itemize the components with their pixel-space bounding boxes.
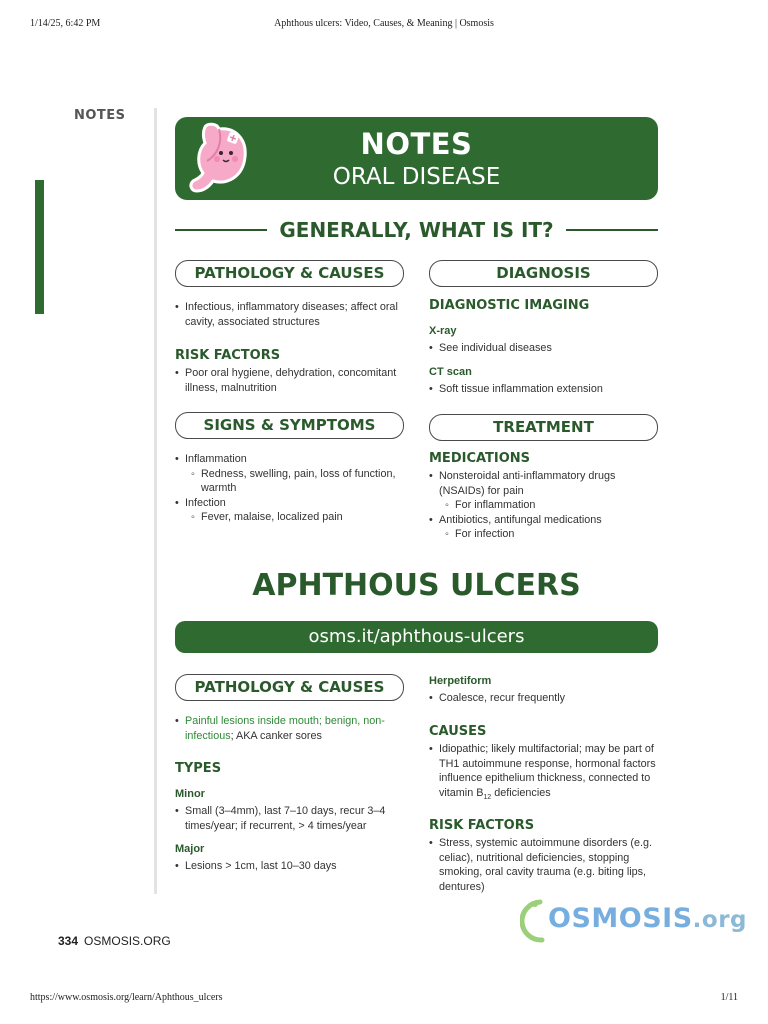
causes-end: deficiencies — [491, 786, 551, 799]
page-number-footer — [58, 934, 171, 948]
medications-subitem-infection: ◦ For infection — [429, 527, 661, 542]
ct-scan-heading: CT scan — [429, 366, 472, 378]
ct-scan-bullet: • Soft tissue inflammation extension — [429, 382, 661, 397]
causes-heading: CAUSES — [429, 724, 487, 739]
signs-subitem-inflammation: ◦ Redness, swelling, pain, loss of function, warmth — [175, 467, 407, 496]
aphthous-ulcers-title: APHTHOUS ULCERS — [252, 568, 581, 603]
page-number: 334 — [58, 934, 79, 948]
diagnosis-pill: DIAGNOSIS — [429, 260, 658, 287]
signs-symptoms-pill: SIGNS & SYMPTOMS — [175, 412, 404, 439]
ct-scan-list — [429, 382, 661, 397]
causes-text: Idiopathic; likely multifactorial; may be part of TH1 autoimmune response, hormonal factors influence epithelium thickness, connected to vitamin B — [439, 743, 656, 799]
major-bullet: • Lesions > 1cm, last 10–30 days — [175, 859, 407, 874]
medications-item-nsaids: • Nonsteroidal anti-inflammatory drugs (NSAIDs) for pain — [429, 469, 661, 498]
print-title: Aphthous ulcers: Video, Causes, & Meaning | Osmosis — [274, 18, 494, 29]
side-notes-label: NOTES — [74, 108, 126, 123]
signs-item-infection: • Infection — [175, 496, 407, 511]
major-list — [175, 859, 407, 874]
banner-subtitle: ORAL DISEASE — [332, 164, 501, 190]
brand-text: OSMOSIS.ORG — [84, 934, 171, 948]
aphthous-link-text[interactable]: osms.it/aphthous-ulcers — [308, 626, 525, 647]
medications-heading: MEDICATIONS — [429, 451, 531, 466]
types-heading: TYPES — [175, 761, 222, 776]
risk-factors-heading: RISK FACTORS — [175, 348, 281, 363]
signs-subitem-infection: ◦ Fever, malaise, localized pain — [175, 510, 407, 525]
aphthous-risk-list — [429, 836, 661, 894]
treatment-pill: TREATMENT — [429, 414, 658, 441]
xray-bullet: • See individual diseases — [429, 341, 661, 356]
major-heading: Major — [175, 843, 205, 855]
notes-banner — [175, 117, 658, 200]
herpetiform-bullet: • Coalesce, recur frequently — [429, 691, 661, 706]
aphthous-description-rest: ; AKA canker sores — [230, 729, 322, 742]
xray-heading: X-ray — [429, 325, 457, 337]
risk-factors-bullet: • Poor oral hygiene, dehydration, concomitant illness, malnutrition — [175, 366, 407, 395]
xray-list — [429, 341, 661, 356]
aphthous-description-bullet — [175, 714, 407, 743]
herpetiform-heading: Herpetiform — [429, 675, 492, 687]
minor-bullet: • Small (3–4mm), last 7–10 days, recur 3–4 times/year; if recurrent, > 4 times/year — [175, 804, 407, 833]
side-accent-bar — [35, 180, 44, 314]
pathology-bullet: • Infectious, inflammatory diseases; affect oral cavity, associated structures — [175, 300, 407, 329]
general-heading-text: GENERALLY, WHAT IS IT? — [279, 218, 554, 242]
minor-list — [175, 804, 407, 833]
general-section-heading — [175, 218, 658, 242]
print-datetime: 1/14/25, 6:42 PM — [30, 18, 101, 29]
aphthous-pathology-pill: PATHOLOGY & CAUSES — [175, 674, 404, 701]
print-page-count: 1/11 — [720, 992, 738, 1003]
medications-list — [429, 469, 661, 542]
causes-subscript: 12 — [483, 793, 492, 801]
pathology-pill: PATHOLOGY & CAUSES — [175, 260, 404, 287]
osmosis-logo — [520, 896, 748, 946]
side-divider — [154, 108, 157, 894]
aphthous-risk-bullet: • Stress, systemic autoimmune disorders (e.g. celiac), nutritional deficiencies, stopping smoking, oral cavity trauma (e.g. biting lips, dentures) — [429, 836, 661, 894]
aphthous-risk-heading: RISK FACTORS — [429, 818, 535, 833]
signs-item-inflammation: • Inflammation — [175, 452, 407, 467]
heading-rule-left — [175, 229, 267, 231]
pathology-list — [175, 300, 407, 329]
aphthous-description-list — [175, 714, 407, 743]
minor-heading: Minor — [175, 788, 205, 800]
banner-title: NOTES — [360, 127, 473, 161]
print-url[interactable]: https://www.osmosis.org/learn/Aphthous_ulcers — [30, 992, 223, 1003]
causes-list — [429, 742, 661, 805]
diagnostic-imaging-heading: DIAGNOSTIC IMAGING — [429, 298, 590, 313]
medications-subitem-inflammation: ◦ For inflammation — [429, 498, 661, 513]
causes-bullet — [429, 742, 661, 805]
medications-item-antibiotics: • Antibiotics, antifungal medications — [429, 513, 661, 528]
signs-symptoms-list — [175, 452, 407, 525]
risk-factors-list — [175, 366, 407, 395]
logo-main: OSMOSIS — [548, 903, 693, 934]
aphthous-link-bar[interactable] — [175, 621, 658, 653]
logo-suffix: .org — [692, 907, 748, 933]
herpetiform-list — [429, 691, 661, 706]
heading-rule-right — [566, 229, 658, 231]
aphthous-description-highlight: Painful lesions inside mouth; benign, non-infectious — [185, 715, 385, 742]
osmosis-logo-text — [548, 903, 747, 934]
